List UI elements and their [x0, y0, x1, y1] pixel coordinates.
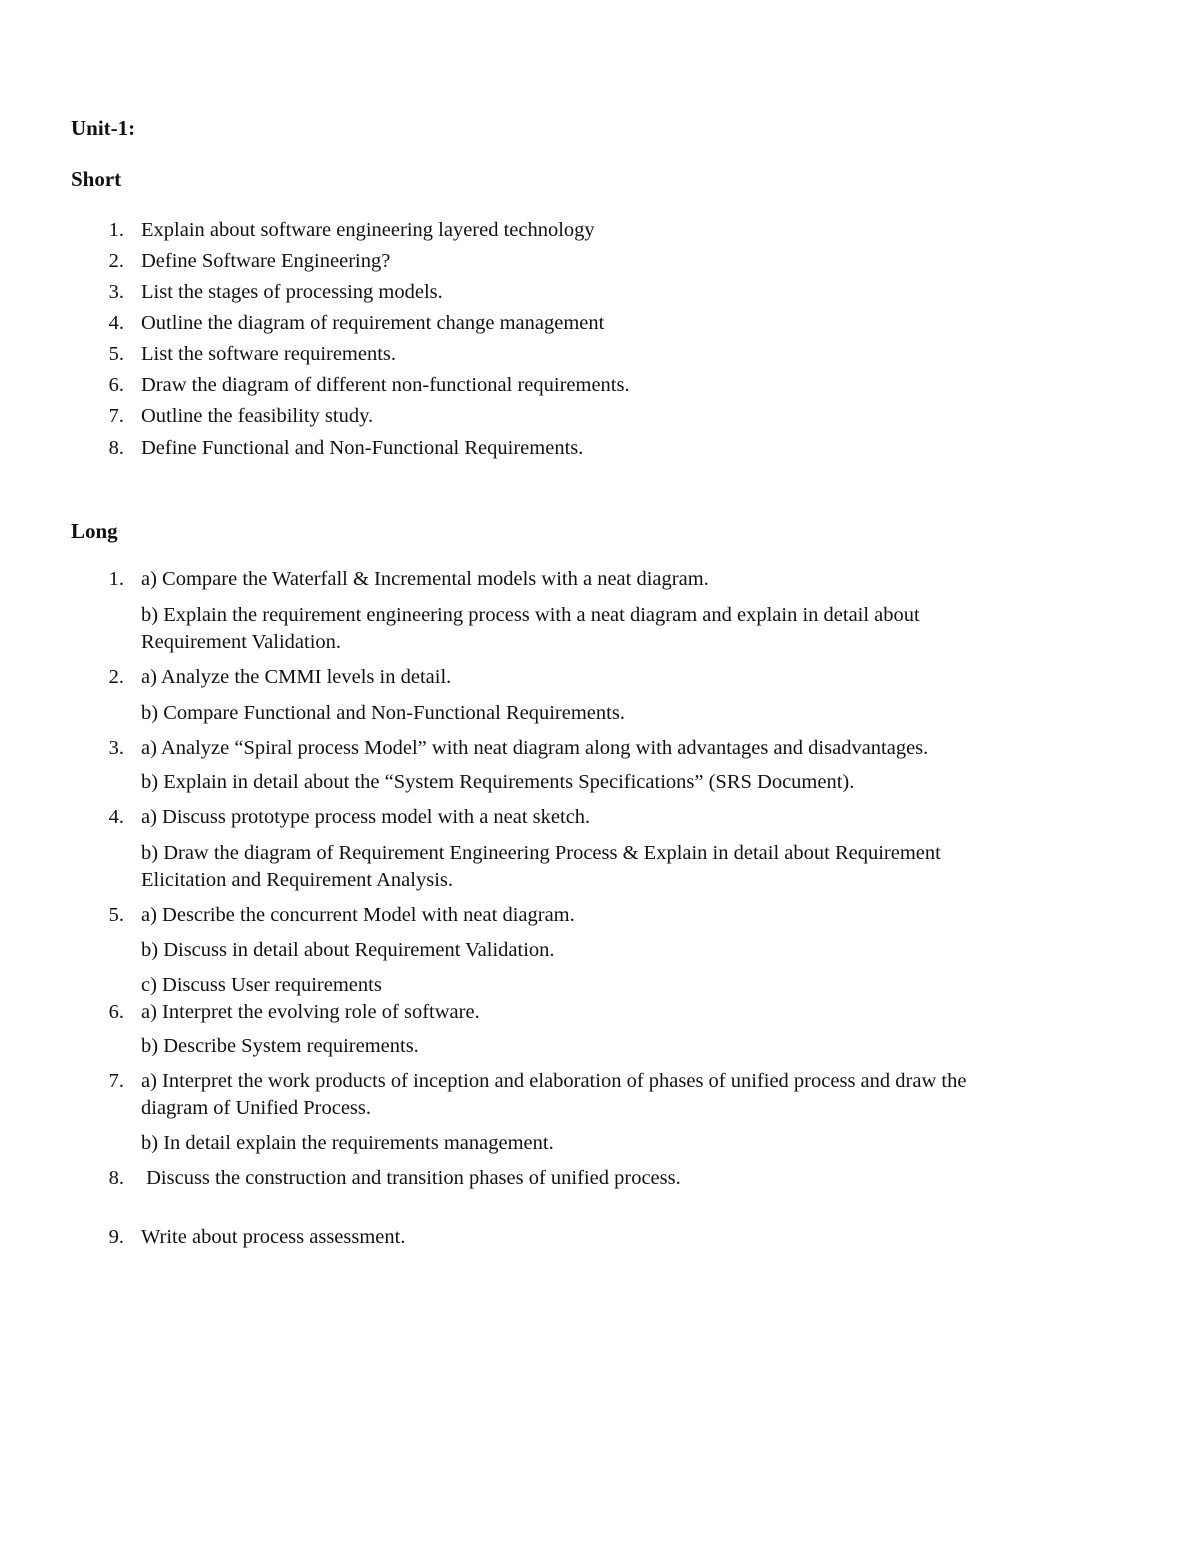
item-text: Outline the diagram of requirement change management [141, 312, 605, 334]
unit-title: Unit-1: [71, 116, 136, 140]
item-text: diagram of Unified Process. [141, 1097, 371, 1119]
item-text: a) Analyze the CMMI levels in detail. [141, 666, 452, 688]
item-text: List the software requirements. [141, 343, 397, 365]
item-text: Define Software Engineering? [141, 250, 391, 272]
item-number: 2. [108, 666, 124, 688]
item-number: 6. [108, 1001, 124, 1023]
item-text: b) Explain the requirement engineering process with a neat diagram and explain in detail about [141, 604, 920, 626]
item-text: b) In detail explain the requirements management. [141, 1132, 554, 1154]
item-text: b) Describe System requirements. [141, 1035, 419, 1057]
item-number: 3. [108, 281, 124, 303]
item-text: a) Analyze “Spiral process Model” with neat diagram along with advantages and disadvantages. [141, 737, 929, 759]
item-text: Define Functional and Non-Functional Requirements. [141, 437, 584, 459]
item-number: 3. [108, 737, 124, 759]
item-text: Explain about software engineering layered technology [141, 219, 595, 241]
item-number: 4. [108, 806, 124, 828]
item-text: a) Compare the Waterfall & Incremental models with a neat diagram. [141, 568, 709, 590]
item-text: Outline the feasibility study. [141, 405, 374, 427]
item-text: Elicitation and Requirement Analysis. [141, 869, 453, 891]
item-text: a) Discuss prototype process model with a neat sketch. [141, 806, 591, 828]
item-text: b) Compare Functional and Non-Functional Requirements. [141, 702, 625, 724]
item-number: 9. [108, 1226, 124, 1248]
item-text: a) Interpret the evolving role of software. [141, 1001, 480, 1023]
item-text: Requirement Validation. [141, 631, 342, 653]
item-text: a) Interpret the work products of inception and elaboration of phases of unified process and draw the [141, 1070, 967, 1092]
item-number: 6. [108, 374, 124, 396]
item-text: b) Discuss in detail about Requirement Validation. [141, 939, 555, 961]
item-text: c) Discuss User requirements [141, 974, 382, 996]
item-text: a) Describe the concurrent Model with neat diagram. [141, 904, 575, 926]
item-text: Write about process assessment. [141, 1226, 406, 1248]
item-number: 5. [108, 343, 124, 365]
item-number: 8. [108, 437, 124, 459]
short-heading: Short [71, 167, 122, 191]
item-text: List the stages of processing models. [141, 281, 443, 303]
item-text: Discuss the construction and transition phases of unified process. [141, 1167, 681, 1189]
item-number: 2. [108, 250, 124, 272]
long-heading: Long [71, 519, 118, 543]
item-number: 1. [108, 219, 124, 241]
item-text: b) Explain in detail about the “System Requirements Specifications” (SRS Document). [141, 771, 855, 793]
item-text: Draw the diagram of different non-functional requirements. [141, 374, 630, 396]
item-number: 1. [108, 568, 124, 590]
item-text: b) Draw the diagram of Requirement Engineering Process & Explain in detail about Requirement [141, 842, 941, 864]
item-number: 7. [108, 405, 124, 427]
item-number: 5. [108, 904, 124, 926]
item-number: 4. [108, 312, 124, 334]
item-number: 7. [108, 1070, 124, 1092]
item-number: 8. [108, 1167, 124, 1189]
